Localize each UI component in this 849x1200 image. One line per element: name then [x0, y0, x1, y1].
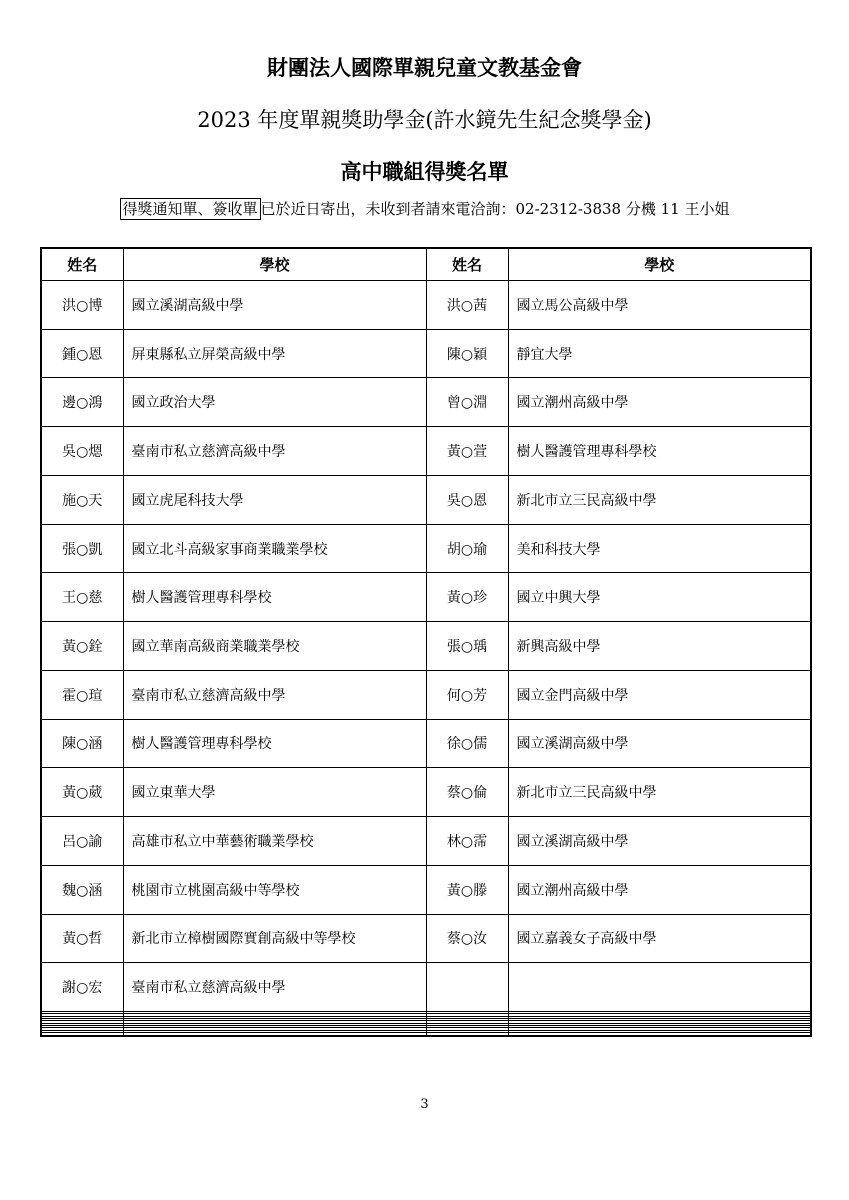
recipient-school: 國立溪湖高級中學: [123, 281, 426, 330]
recipient-school: 國立潮州高級中學: [508, 865, 811, 914]
table-row: [41, 378, 811, 427]
recipient-school: 國立東華大學: [123, 768, 426, 817]
table-header-row: [41, 248, 811, 281]
recipient-name: 黃○銓: [41, 622, 123, 671]
recipient-school: 新興高級中學: [508, 622, 811, 671]
recipient-school: 新北市立三民高級中學: [508, 768, 811, 817]
recipient-name: 王○慈: [41, 573, 123, 622]
recipient-name: 胡○瑜: [426, 524, 508, 573]
recipient-name: 洪○博: [41, 281, 123, 330]
recipient-school: 國立虎尾科技大學: [123, 475, 426, 524]
recipient-name: 黃○哲: [41, 914, 123, 963]
table-row: [41, 475, 811, 524]
recipient-school: 靜宜大學: [508, 329, 811, 378]
recipient-school: [508, 1032, 811, 1036]
recipient-school: 國立馬公高級中學: [508, 281, 811, 330]
recipient-school: 屏東縣私立屏榮高級中學: [123, 329, 426, 378]
recipient-school: [508, 963, 811, 1012]
recipient-name: 蔡○汝: [426, 914, 508, 963]
recipient-school: 樹人醫護管理專科學校: [508, 427, 811, 476]
table-row: [41, 914, 811, 963]
recipient-name: 黃○滕: [426, 865, 508, 914]
recipient-name: 謝○宏: [41, 963, 123, 1012]
recipient-name: [426, 1032, 508, 1036]
recipient-school: 新北市立樟樹國際實創高級中等學校: [123, 914, 426, 963]
recipient-name: 徐○儒: [426, 719, 508, 768]
recipient-name: 黃○珍: [426, 573, 508, 622]
recipient-school: 樹人醫護管理專科學校: [123, 719, 426, 768]
recipient-name: 霍○瑄: [41, 670, 123, 719]
table-row: [41, 427, 811, 476]
header-name-1: 姓名: [41, 248, 123, 281]
list-title: 高中職組得獎名單: [340, 159, 509, 184]
page-number: 3: [420, 1097, 429, 1112]
table-row: [41, 670, 811, 719]
recipient-name: 黃○葳: [41, 768, 123, 817]
recipient-name: 吳○恩: [426, 475, 508, 524]
recipient-school: 國立溪湖高級中學: [508, 719, 811, 768]
recipient-school: 高雄市私立中華藝術職業學校: [123, 817, 426, 866]
recipient-name: 林○霈: [426, 817, 508, 866]
notice-rest-text: 已於近日寄出，未收到者請來電洽詢：02-2312-3838 分機 11 王小姐: [260, 200, 730, 218]
recipient-name: 洪○茜: [426, 281, 508, 330]
recipient-name: 曾○淵: [426, 378, 508, 427]
table-row: [41, 963, 811, 1012]
recipient-name: 黃○萱: [426, 427, 508, 476]
header-name-2: 姓名: [426, 248, 508, 281]
table-row: [41, 817, 811, 866]
recipient-name: 鍾○恩: [41, 329, 123, 378]
table-row: [41, 865, 811, 914]
recipient-name: 呂○諭: [41, 817, 123, 866]
scholarship-title: 2023 年度單親獎助學金(許水鏡先生紀念獎學金): [197, 108, 652, 132]
recipient-name: 何○芳: [426, 670, 508, 719]
recipient-school: 樹人醫護管理專科學校: [123, 573, 426, 622]
recipient-school: 桃園市立桃園高級中等學校: [123, 865, 426, 914]
recipient-name: 張○瑀: [426, 622, 508, 671]
recipient-school: 臺南市私立慈濟高級中學: [123, 963, 426, 1012]
recipient-name: 陳○涵: [41, 719, 123, 768]
header-school-2: 學校: [508, 248, 811, 281]
recipient-school: 國立嘉義女子高級中學: [508, 914, 811, 963]
recipient-school: 國立潮州高級中學: [508, 378, 811, 427]
recipient-school: 國立溪湖高級中學: [508, 817, 811, 866]
header-school-1: 學校: [123, 248, 426, 281]
table-row: [41, 719, 811, 768]
recipient-school: 國立金門高級中學: [508, 670, 811, 719]
recipient-name: 張○凱: [41, 524, 123, 573]
notice-line: [0, 198, 849, 219]
table-row: [41, 281, 811, 330]
table-row: [41, 573, 811, 622]
recipient-school: 國立北斗高級家事商業職業學校: [123, 524, 426, 573]
recipient-name: 吳○煾: [41, 427, 123, 476]
organization-title: 財團法人國際單親兒童文教基金會: [267, 55, 582, 80]
recipient-name: 邊○鴻: [41, 378, 123, 427]
recipient-school: 國立政治大學: [123, 378, 426, 427]
recipient-school: 新北市立三民高級中學: [508, 475, 811, 524]
recipient-name: 魏○涵: [41, 865, 123, 914]
table-row: [41, 524, 811, 573]
recipient-name: 蔡○倫: [426, 768, 508, 817]
recipient-school: 國立中興大學: [508, 573, 811, 622]
recipient-school: 臺南市私立慈濟高級中學: [123, 670, 426, 719]
recipient-name: 陳○穎: [426, 329, 508, 378]
table-row: [41, 329, 811, 378]
recipient-school: [123, 1032, 426, 1036]
recipient-name: [426, 963, 508, 1012]
award-table: [40, 247, 812, 1037]
recipient-school: 臺南市私立慈濟高級中學: [123, 427, 426, 476]
recipient-name: [41, 1032, 123, 1036]
recipient-school: 國立華南高級商業職業學校: [123, 622, 426, 671]
recipient-school: 美和科技大學: [508, 524, 811, 573]
award-table-body: [41, 281, 811, 1037]
table-row: [41, 768, 811, 817]
notice-boxed-text: 得獎通知單、簽收單: [120, 198, 261, 220]
table-row: [41, 622, 811, 671]
recipient-name: 施○天: [41, 475, 123, 524]
table-row: [41, 1032, 811, 1036]
